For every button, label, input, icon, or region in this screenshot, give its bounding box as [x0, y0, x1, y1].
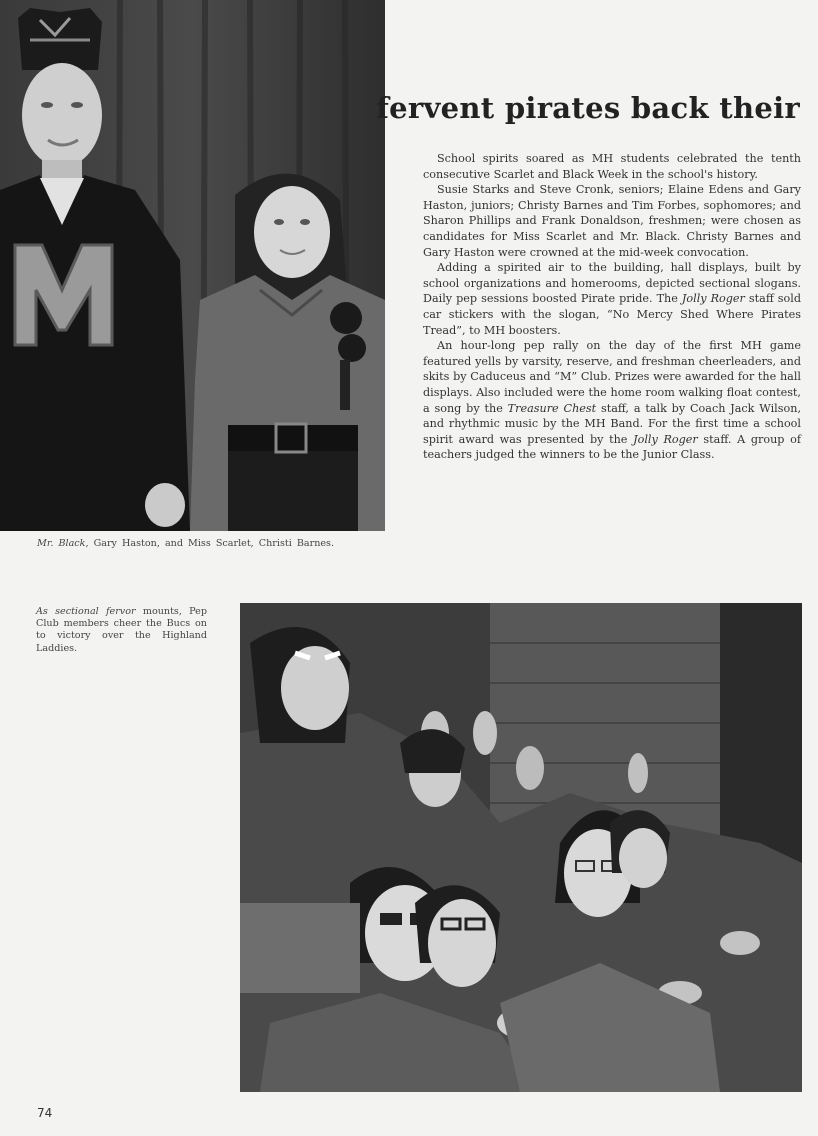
article-paragraph-4: An hour-long pep rally on the day of the first MH game featured yells by varsity, reserve, and freshman cheerleaders, and skits by Caduceus and “M” Club. Prizes were awarded for the hall displays. Also included were the home room walking float contest, a song by the Treasure Chest staff, a talk by Coach Jack Wilson, and rhythmic music by the MH Band. For the first time a school spirit award was presented by the Jolly Roger staff. A group of teachers judged the winners to be the Junior Class.	[423, 339, 801, 462]
article-paragraph-3: Adding a spirited air to the building, hall displays, built by school organizations and homerooms, depicted sectional slogans. Daily pep sessions boosted Pirate pride. The Jolly Roger staff sold car stickers with the slogan, “No Mercy Shed Where Pirates Tread”, to MH boosters.	[423, 261, 802, 337]
mr-black-miss-scarlet-photo	[0, 0, 385, 531]
top-photo-caption: Mr. Black, Gary Haston, and Miss Scarlet, Christi Barnes.	[37, 538, 335, 549]
article-paragraph-2: Susie Starks and Steve Cronk, seniors; Elaine Edens and Gary Haston, juniors; Christy Barnes and Tim Forbes, sophomores; and Sharon Phillips and Frank Donaldson, freshmen; were chosen as candidates for Miss Scarlet and Mr. Black. Christy Barnes and Gary Haston were crowned at the mid-week convocation.	[423, 183, 801, 259]
pep-club-cheering-photo	[240, 603, 802, 1092]
bottom-photo-caption: As sectional fervor mounts, Pep Club members cheer the Bucs on to victory over the Highland Laddies.	[36, 606, 207, 654]
page-number: 74	[37, 1106, 53, 1120]
article-paragraph-1: School spirits soared as MH students celebrated the tenth consecutive Scarlet and Black Week in the school's history.	[423, 152, 801, 181]
article-body	[423, 151, 801, 463]
article-headline: fervent pirates back their	[376, 91, 800, 126]
